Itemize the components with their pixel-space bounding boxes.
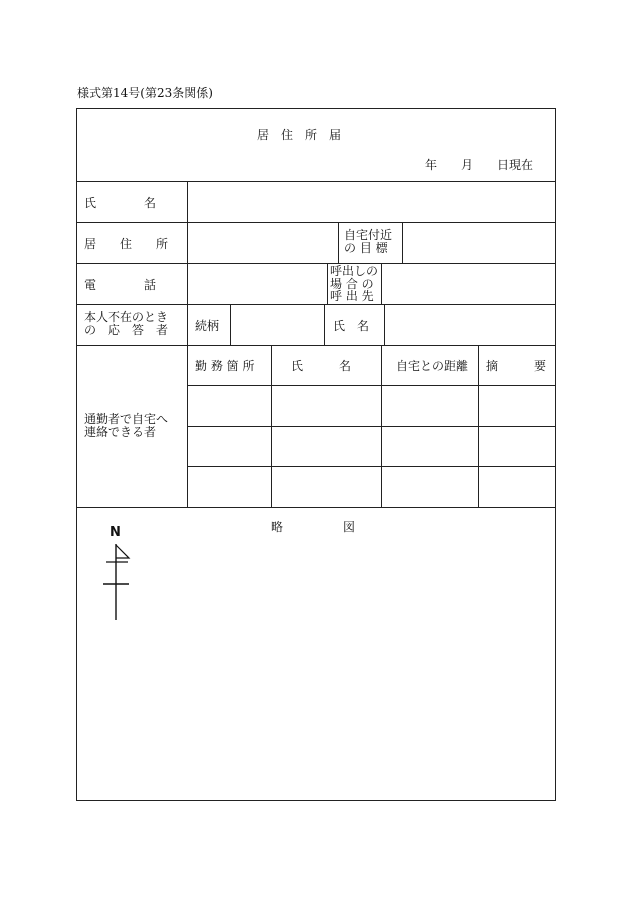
rule-respname-left [324, 304, 325, 345]
commuter-line1: 通勤者で自宅へ [84, 412, 169, 426]
near-landmark-field[interactable] [403, 223, 554, 262]
residence-field[interactable] [188, 223, 337, 262]
date-day: 日現在 [497, 158, 534, 172]
call-place-line1: 呼出しの [330, 264, 379, 278]
sketch-title: 略 図 [271, 520, 356, 534]
absent-responder-line2: の 応 答 者 [84, 323, 169, 337]
form-frame [76, 108, 556, 801]
relation-field[interactable] [231, 305, 323, 344]
label-name: 氏 名 [84, 196, 157, 210]
header-distance: 自宅との距離 [396, 359, 469, 373]
call-place-line2: 場 合 の [330, 276, 374, 291]
header-remarks: 摘 要 [486, 359, 547, 373]
table-row[interactable] [188, 467, 554, 506]
label-residence: 居 住 所 [84, 237, 169, 251]
date-year: 年 [425, 158, 438, 172]
label-absent-responder [84, 311, 182, 337]
label-commuter [84, 413, 182, 439]
rule-responder-bottom [77, 345, 555, 346]
near-landmark-line2: の 目 標 [344, 241, 388, 255]
label-responder-name: 氏 名 [333, 319, 370, 333]
call-place-field[interactable] [382, 264, 554, 303]
rule-callplace-left [327, 263, 328, 304]
phone-field[interactable] [188, 264, 326, 303]
name-field[interactable] [188, 182, 554, 221]
table-row[interactable] [188, 427, 554, 465]
form-caption: 様式第14号(第23条関係) [77, 86, 213, 100]
date-month: 月 [461, 158, 474, 172]
form-title: 居 住 所 届 [257, 128, 342, 142]
label-relation: 続柄 [195, 319, 220, 333]
commuter-line2: 連絡できる者 [84, 425, 157, 439]
sketch-area[interactable] [78, 508, 554, 800]
header-name: 氏 名 [291, 359, 352, 373]
header-workplace: 勤 務 箇 所 [195, 359, 255, 373]
label-near-landmark [344, 229, 396, 255]
north-label: N [110, 525, 121, 540]
label-call-place [330, 265, 378, 303]
table-row[interactable] [188, 386, 554, 425]
rule-landmark-left [338, 222, 339, 263]
label-phone: 電 話 [84, 278, 157, 292]
north-arrow-shape [95, 542, 135, 642]
responder-name-field[interactable] [385, 305, 554, 344]
absent-responder-line1: 本人不在のとき [84, 310, 169, 324]
near-landmark-line1: 自宅付近 [344, 228, 393, 242]
call-place-line3: 呼 出 先 [330, 289, 374, 303]
